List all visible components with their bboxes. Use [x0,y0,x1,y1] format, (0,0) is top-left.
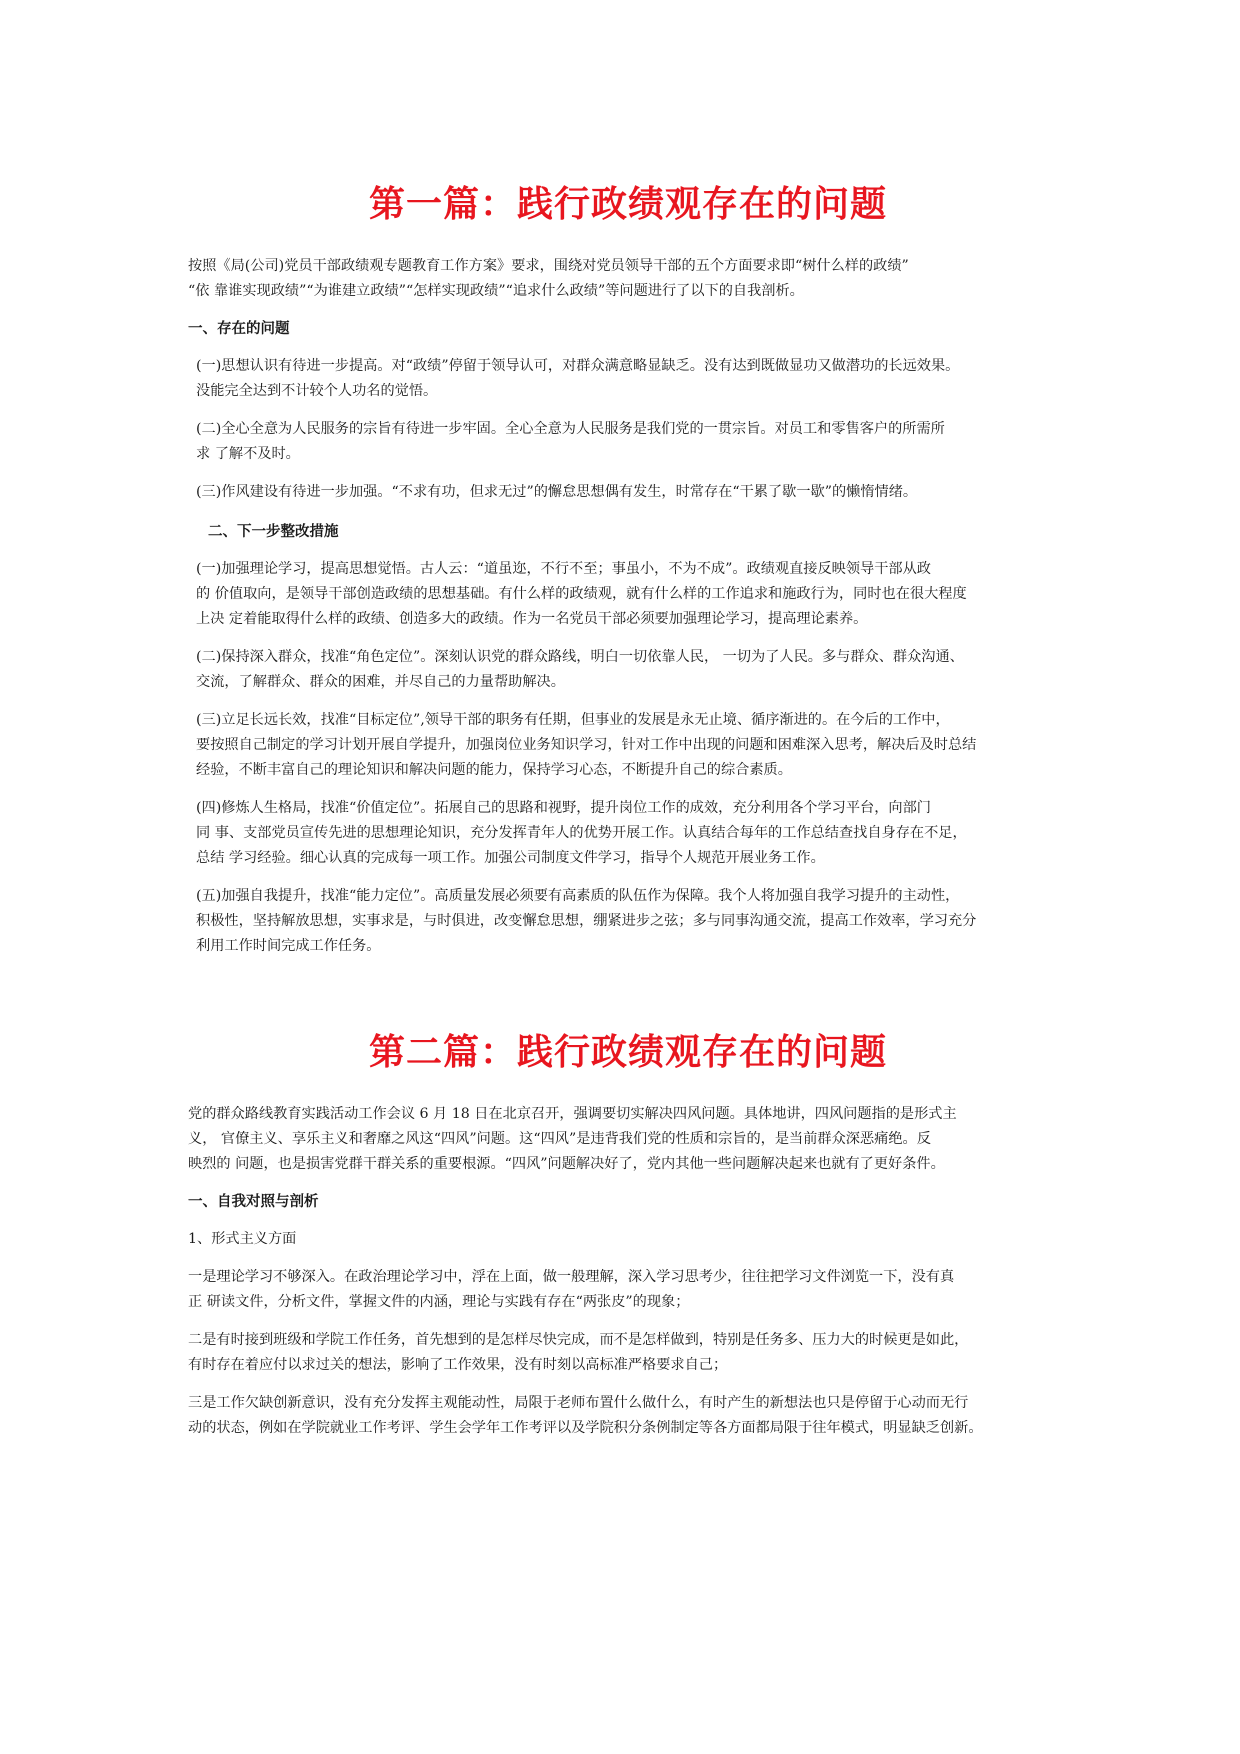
paragraph [188,796,1068,871]
paragraph [188,557,1068,632]
paragraph [188,354,1068,404]
text-line: “依 靠谁实现政绩”“为谁建立政绩”“怎样实现政绩”“追求什么政绩”等问题进行了以下的自我剖析。 [188,283,804,299]
paragraph [188,1328,1068,1378]
text-line: 求 了解不及时。 [196,446,300,462]
text-line: 二是有时接到班级和学院工作任务，首先想到的是怎样尽快完成，而不是怎样做到，特别是任务多、压力大的时候更是如此， [188,1332,969,1348]
text-line: 同 事、支部党员宣传先进的思想理论知识，充分发挥青年人的优势开展工作。认真结合每年的工作总结查找自身存在不足， [196,825,967,841]
paragraph [188,417,1068,467]
text-line: (二)保持深入群众，找准“角色定位”。深刻认识党的群众路线，明白一切依靠人民， 一切为了人民。多与群众、群众沟通、 [196,649,964,665]
text-line: (一)加强理论学习，提高思想觉悟。古人云：“道虽迩，不行不至；事虽小，不为不成”。政绩观直接反映领导干部从政 [196,561,931,577]
subheading: 1、形式主义方面 [188,1231,297,1247]
text-line: (一)思想认识有待进一步提高。对“政绩”停留于领导认可，对群众满意略显缺乏。没有达到既做显功又做潜功的长远效果。 [196,358,960,374]
text-line: (四)修炼人生格局，找准“价值定位”。拓展自己的思路和视野，提升岗位工作的成效，充分利用各个学习平台，向部门 [196,800,931,816]
text-line: 积极性，坚持解放思想，实事求是，与时俱进，改变懈怠思想，绷紧进步之弦；多与同事沟通交流，提高工作效率，学习充分 [196,913,977,929]
text-line: (二)全心全意为人民服务的宗旨有待进一步牢固。全心全意为人民服务是我们党的一贯宗旨。对员工和零售客户的所需所 [196,421,945,437]
text-line: 经验，不断丰富自己的理论知识和解决问题的能力，保持学习心态，不断提升自己的综合素质。 [196,762,792,778]
text-line: (五)加强自我提升，找准“能力定位”。高质量发展必须要有高素质的队伍作为保障。我个人将加强自我学习提升的主动性， [196,888,960,904]
doc-title-1: 第一篇：践行政绩观存在的问题 [368,183,887,225]
text-line: (三)作风建设有待进一步加强。“不求有功，但求无过”的懈怠思想偶有发生，时常存在“干累了歇一歇”的懒惰情绪。 [196,484,918,500]
section-heading: 二、下一步整改措施 [208,524,339,540]
text-line: 一是理论学习不够深入。在政治理论学习中，浮在上面，做一般理解，深入学习思考少，往往把学习文件浏览一下，没有真 [188,1269,955,1285]
section-heading: 一、自我对照与剖析 [188,1194,319,1210]
text-line: 按照《局(公司)党员干部政绩观专题教育工作方案》要求，围绕对党员领导干部的五个方面要求即“树什么样的政绩” [188,258,909,274]
paragraph [188,645,1068,695]
text-line: 上决 定着能取得什么样的政绩、创造多大的政绩。作为一名党员干部必须要加强理论学习，提高理论素养。 [196,611,868,627]
text-line: 没能完全达到不计较个人功名的觉悟。 [196,383,438,399]
text-line: 的 价值取向，是领导干部创造政绩的思想基础。有什么样的政绩观，就有什么样的工作追求和施政行为，同时也在很大程度 [196,586,967,602]
text-line: 总结 学习经验。细心认真的完成每一项工作。加强公司制度文件学习，指导个人规范开展业务工作。 [196,850,825,866]
section-part-2 [188,1102,1068,1454]
paragraph [188,1265,1068,1315]
section-part-1 [188,254,1068,972]
text-line: 有时存在着应付以求过关的想法，影响了工作效果，没有时刻以高标准严格要求自己； [188,1357,728,1373]
text-line: 党的群众路线教育实践活动工作会议 6 月 18 日在北京召开，强调要切实解决四风问题。具体地讲，四风问题指的是形式主 [188,1106,957,1122]
text-line: (三)立足长远长效，找准“目标定位”,领导干部的职务有任期，但事业的发展是永无止境、循序渐进的。在今后的工作中， [196,712,950,728]
section-heading: 一、存在的问题 [188,321,290,337]
text-line: 要按照自己制定的学习计划开展自学提升，加强岗位业务知识学习，针对工作中出现的问题和困难深入思考，解决后及时总结 [196,737,977,753]
doc-title-2: 第二篇：践行政绩观存在的问题 [368,1031,887,1073]
text-line: 三是工作欠缺创新意识，没有充分发挥主观能动性，局限于老师布置什么做什么，有时产生的新想法也只是停留于心动而无行 [188,1395,969,1411]
intro-paragraph-2 [188,1102,1068,1177]
text-line: 正 研读文件，分析文件，掌握文件的内涵，理论与实践有存在“两张皮”的现象； [188,1294,690,1310]
text-line: 动的状态，例如在学院就业工作考评、学生会学年工作考评以及学院积分条例制定等各方面都局限于往年模式，明显缺乏创新。 [188,1420,983,1436]
paragraph [188,1391,1068,1441]
text-line: 交流，了解群众、群众的困难，并尽自己的力量帮助解决。 [196,674,565,690]
paragraph [188,884,1068,959]
text-line: 映烈的 问题，也是损害党群干群关系的重要根源。“四风”问题解决好了，党内其他一些问题解决起来也就有了更好条件。 [188,1156,945,1172]
text-line: 利用工作时间完成工作任务。 [196,938,381,954]
intro-paragraph-1 [188,254,1068,304]
paragraph [188,708,1068,783]
text-line: 义， 官僚主义、享乐主义和奢靡之风这“四风”问题。这“四风”是违背我们党的性质和宗旨的，是当前群众深恶痛绝。反 [188,1131,931,1147]
paragraph [188,480,1068,505]
